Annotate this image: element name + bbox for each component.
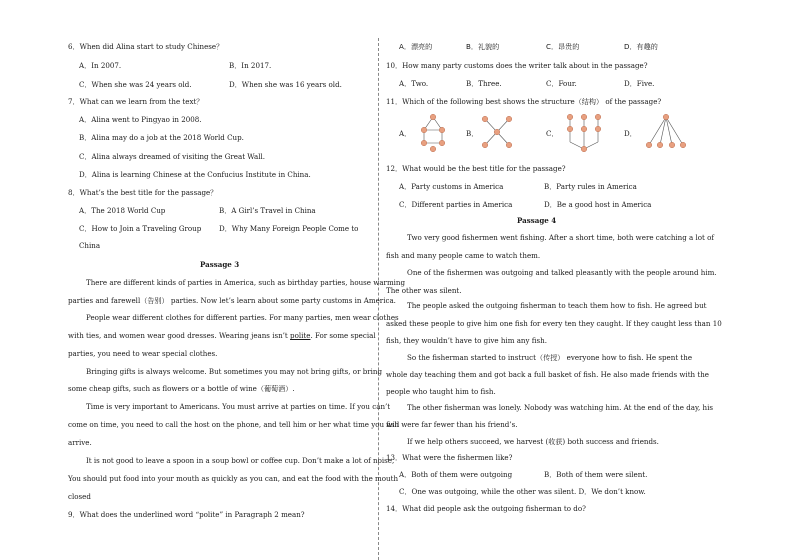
passage4-title: Passage 4	[517, 216, 557, 225]
diagram-c-lines	[570, 117, 598, 149]
q12-option-b: B．Party rules in America	[544, 182, 637, 191]
p4-line: The people asked the outgoing fisherman to teach them how to fish. He agreed but	[407, 301, 707, 310]
p3-line: Bringing gifts is always welcome. But sometimes you may not bring gifts, or bring	[86, 367, 383, 376]
p4-line: fish, they wouldn’t have to give him any fish.	[386, 336, 547, 345]
diagram-node	[567, 126, 573, 132]
q6-option-b: B．In 2017.	[229, 61, 272, 70]
p3-line: parties, you need to wear special clothes.	[68, 349, 218, 358]
q6-stem: 6．When did Alina start to study Chinese？	[68, 42, 224, 51]
q9-option-c: C．昂贵的	[546, 42, 580, 51]
q14-stem: 14．What did people ask the outgoing fisherman to do?	[386, 504, 586, 513]
q7-stem: 7．What can we learn from the text？	[68, 97, 204, 106]
p4-line: Two very good fishermen went fishing. After a short time, both were catching a lot of	[407, 233, 715, 242]
q8-stem: 8．What’s the best title for the passage？	[68, 188, 218, 197]
diagram-node	[581, 126, 587, 132]
q7-option-d: D．Alina is learning Chinese at the Confucius Institute in China.	[79, 170, 311, 179]
q12-option-d: D．Be a good host in America	[544, 200, 652, 209]
p3-line: arrive.	[68, 438, 92, 447]
diagram-node	[646, 142, 652, 148]
q8-option-b: B．A Girl’s Travel in China	[219, 206, 316, 215]
p3-line: People wear different clothes for different parties. For many parties, men wear clothes	[86, 313, 399, 322]
q13-option-b: B．Both of them were silent.	[544, 470, 648, 479]
q6-option-a: A．In 2007.	[79, 61, 122, 70]
diagram-node	[680, 142, 686, 148]
structure-diagram-c	[564, 112, 604, 152]
q9-stem: 9．What does the underlined word “polite” in Paragraph 2 mean?	[68, 510, 305, 519]
q9-option-d: D．有趣的	[624, 42, 658, 51]
p3-line: closed	[68, 492, 91, 501]
diagram-node	[421, 127, 427, 133]
diagram-node	[506, 116, 512, 122]
q10-option-a: A．Two.	[399, 79, 429, 88]
q11-option-d: D．	[624, 129, 637, 138]
q8-option-d: D．Why Many Foreign People Come to	[219, 224, 359, 233]
q8-option-c: C．How to Join a Traveling Group	[79, 224, 202, 233]
q13-option-a: A．Both of them were outgoing	[399, 470, 513, 479]
p3-line-part: . For some special	[310, 331, 376, 340]
p4-line: One of the fishermen was outgoing and talked pleasantly with the people around him.	[407, 268, 717, 277]
polite-underlined-word: polite	[290, 331, 311, 340]
q11-stem: 11．Which of the following best shows the structure（结构） of the passage?	[386, 97, 662, 106]
diagram-d-lines	[649, 117, 683, 145]
diagram-node	[669, 142, 675, 148]
q6-option-d: D．When she was 16 years old.	[229, 80, 342, 89]
p3-line: It is not good to leave a spoon in a soup bowl or coffee cup. Don’t make a lot of noise,	[86, 456, 395, 465]
q11-option-b: B．	[466, 129, 479, 138]
diagram-node	[595, 126, 601, 132]
q10-option-c: C．Four.	[546, 79, 577, 88]
diagram-node	[567, 114, 573, 120]
q7-option-c: C．Alina always dreamed of visiting the Great Wall.	[79, 152, 265, 161]
p4-line: The other fisherman was lonely. Nobody was watching him. At the end of the day, his	[407, 403, 714, 412]
q13-options-c-d: C．One was outgoing, while the other was silent. D．We don’t know.	[399, 487, 646, 496]
p3-line: parties and farewell（告别） parties. Now let’s learn about some party customs in America.	[68, 296, 396, 305]
diagram-node	[482, 142, 488, 148]
diagram-node	[581, 146, 587, 152]
q12-stem: 12．What would be the best title for the passage?	[386, 164, 566, 173]
q6-option-c: C．When she was 24 years old.	[79, 80, 192, 89]
p4-line: fish and many people came to watch them.	[386, 251, 541, 260]
q7-option-b: B．Alina may do a job at the 2018 World Cup.	[79, 133, 244, 142]
q12-option-c: C．Different parties in America	[399, 200, 513, 209]
q9-option-a: A．漂亮的	[399, 42, 433, 51]
q11-option-c: C．	[546, 129, 559, 138]
diagram-node	[506, 142, 512, 148]
q10-option-b: B．Three.	[466, 79, 502, 88]
structure-diagram-d	[644, 112, 688, 152]
diagram-node	[439, 140, 445, 146]
diagram-node	[421, 140, 427, 146]
diagram-node	[494, 129, 500, 135]
q10-stem: 10．How many party customs does the writer talk about in the passage?	[386, 61, 648, 70]
p3-line: You should put food into your mouth as quickly as you can, and eat the food with the mouth	[68, 474, 399, 483]
q9-option-b: B．礼貌的	[466, 42, 500, 51]
structure-diagram-a	[418, 112, 448, 152]
p3-line	[68, 331, 376, 340]
diagram-node	[581, 114, 587, 120]
diagram-node	[663, 114, 669, 120]
p3-line: come on time, you need to call the host on the phone, and tell him or her what time you will	[68, 420, 400, 429]
p4-line: The other was silent.	[386, 286, 462, 295]
diagram-node	[430, 146, 436, 152]
p4-line: If we help others succeed, we harvest (收获) both success and friends.	[407, 437, 659, 446]
q13-stem: 13．What were the fishermen like?	[386, 453, 513, 462]
q8-option-d-continued: China	[79, 241, 101, 250]
passage3-title: Passage 3	[200, 260, 240, 269]
q12-option-a: A．Party customs in America	[399, 182, 504, 191]
q7-option-a: A．Alina went to Pingyao in 2008.	[79, 115, 202, 124]
p3-line-part: with ties, and women wear good dresses. Wearing jeans isn’t	[68, 331, 291, 340]
p3-line: There are different kinds of parties in America, such as birthday parties, house warming	[86, 278, 406, 287]
diagram-node	[657, 142, 663, 148]
p4-line: asked these people to give him one fish for every ten they caught. If they caught less than 10	[386, 319, 722, 328]
p3-line: some cheap gifts, such as flowers or a bottle of wine（葡萄酒）.	[68, 384, 295, 393]
diagram-node	[595, 114, 601, 120]
diagram-node	[482, 116, 488, 122]
p4-line: whole day teaching them and got back a full basket of fish. He also made friends with the	[386, 370, 709, 379]
q8-option-a: A．The 2018 World Cup	[79, 206, 166, 215]
q10-option-d: D．Five.	[624, 79, 655, 88]
p4-line: So the fisherman started to instruct（传授） everyone how to fish. He spent the	[407, 353, 693, 362]
diagram-node	[430, 114, 436, 120]
diagram-node	[439, 127, 445, 133]
q11-option-a: A．	[399, 129, 412, 138]
p4-line: fish were far fewer than his friend’s.	[386, 420, 518, 429]
structure-diagram-b	[480, 114, 514, 150]
p4-line: people who taught him to fish.	[386, 387, 496, 396]
p3-line: Time is very important to Americans. You must arrive at parties on time. If you can’t	[86, 402, 391, 411]
